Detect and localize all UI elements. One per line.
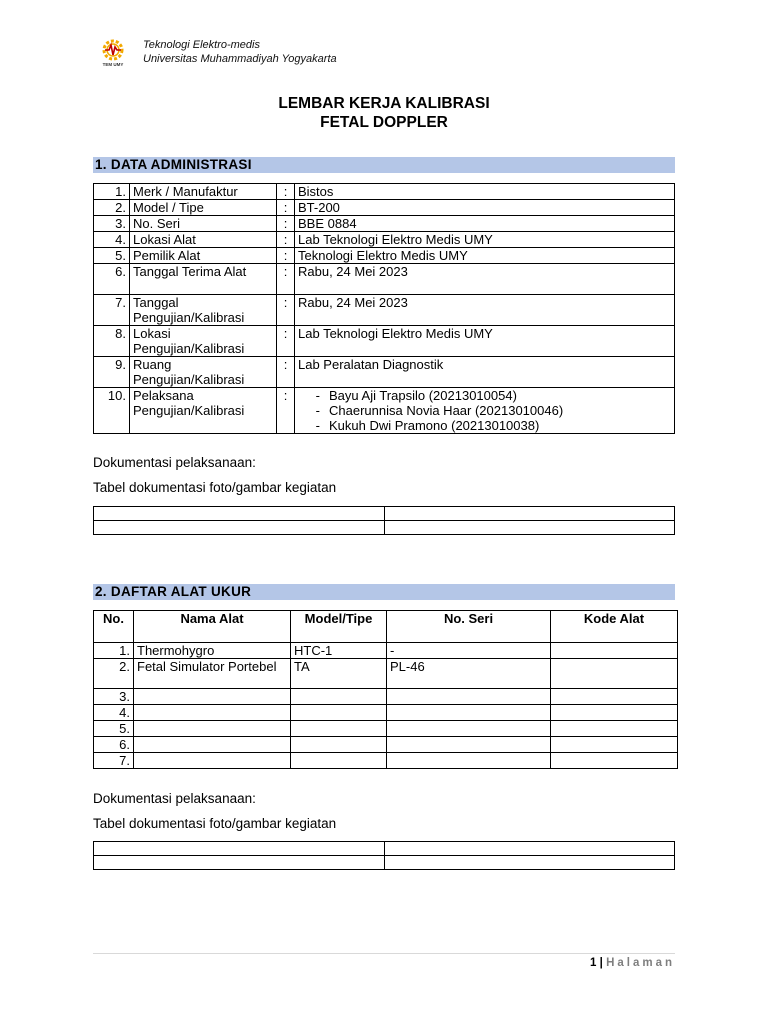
cell-model — [291, 689, 387, 705]
executor-name: Chaerunnisa Novia Haar (20213010046) — [329, 403, 564, 418]
cell-no: 4. — [94, 705, 134, 721]
col-header-nama: Nama Alat — [134, 611, 291, 643]
row-value: Bistos — [295, 184, 675, 200]
cell-model — [291, 721, 387, 737]
logo-text: TEM UMY — [102, 62, 124, 67]
table-row — [94, 248, 675, 264]
cell-no: 7. — [94, 753, 134, 769]
row-label: Lokasi Alat — [130, 232, 277, 248]
table-row — [94, 232, 675, 248]
table-row — [94, 264, 675, 295]
row-separator: : — [277, 388, 295, 434]
section1-heading: 1. DATA ADMINISTRASI — [93, 157, 675, 173]
doc-cell — [384, 856, 675, 870]
row-separator: : — [277, 248, 295, 264]
table-row — [94, 705, 678, 721]
row-value: Lab Peralatan Diagnostik — [295, 357, 675, 388]
row-separator: : — [277, 184, 295, 200]
row-separator: : — [277, 295, 295, 326]
row-label: Merk / Manufaktur — [130, 184, 277, 200]
cell-kode — [551, 643, 678, 659]
bullet-dash: - — [315, 418, 320, 433]
list-item — [298, 403, 671, 418]
cell-no: 1. — [94, 643, 134, 659]
table-row — [94, 388, 675, 434]
cell-nama — [134, 705, 291, 721]
row-label: Ruang Pengujian/Kalibrasi — [130, 357, 277, 388]
header-line2: Universitas Muhammadiyah Yogyakarta — [143, 53, 337, 65]
row-value: Teknologi Elektro Medis UMY — [295, 248, 675, 264]
cell-seri — [387, 753, 551, 769]
cell-nama: Fetal Simulator Portebel — [134, 659, 291, 689]
section2-doc-table — [93, 841, 675, 870]
table-row — [94, 216, 675, 232]
cell-seri: - — [387, 643, 551, 659]
instrument-table — [93, 610, 678, 769]
cell-model — [291, 753, 387, 769]
row-value: Lab Teknologi Elektro Medis UMY — [295, 232, 675, 248]
table-row — [94, 856, 675, 870]
table-row — [94, 507, 675, 521]
page-number: 1 — [590, 957, 597, 969]
row-label: Lokasi Pengujian/Kalibrasi — [130, 326, 277, 357]
col-header-kode: Kode Alat — [551, 611, 678, 643]
section2-doc-table-label: Tabel dokumentasi foto/gambar kegiatan — [93, 816, 337, 831]
cell-kode — [551, 705, 678, 721]
executor-list — [298, 388, 671, 433]
row-value: Rabu, 24 Mei 2023 — [295, 264, 675, 295]
cell-no: 2. — [94, 659, 134, 689]
logo-gear-icon — [98, 38, 128, 68]
cell-model: HTC-1 — [291, 643, 387, 659]
header-line1: Teknologi Elektro-medis — [143, 39, 260, 51]
cell-nama — [134, 753, 291, 769]
table-row — [94, 200, 675, 216]
cell-model: TA — [291, 659, 387, 689]
row-number: 7. — [94, 295, 130, 326]
row-label: Pelaksana Pengujian/Kalibrasi — [130, 388, 277, 434]
page-label: Halaman — [606, 957, 675, 969]
section2-doc-label: Dokumentasi pelaksanaan: — [93, 791, 256, 806]
doc-cell — [384, 521, 675, 535]
doc-cell — [94, 856, 385, 870]
row-value: Rabu, 24 Mei 2023 — [295, 295, 675, 326]
footer-separator: | — [599, 957, 603, 969]
section1-doc-table — [93, 506, 675, 535]
col-header-seri: No. Seri — [387, 611, 551, 643]
doc-cell — [384, 507, 675, 521]
cell-seri — [387, 689, 551, 705]
document-subtitle: FETAL DOPPLER — [320, 114, 448, 131]
cell-nama — [134, 721, 291, 737]
cell-model — [291, 737, 387, 753]
cell-nama — [134, 689, 291, 705]
row-number: 9. — [94, 357, 130, 388]
cell-kode — [551, 721, 678, 737]
col-header-model: Model/Tipe — [291, 611, 387, 643]
table-row — [94, 753, 678, 769]
section1-doc-label: Dokumentasi pelaksanaan: — [93, 455, 256, 470]
cell-no: 3. — [94, 689, 134, 705]
row-separator: : — [277, 216, 295, 232]
list-item — [298, 418, 671, 433]
table-row — [94, 184, 675, 200]
admin-data-table — [93, 183, 675, 434]
executor-name: Bayu Aji Trapsilo (20213010054) — [329, 388, 517, 403]
bullet-dash: - — [315, 388, 320, 403]
section2-heading: 2. DAFTAR ALAT UKUR — [93, 584, 675, 600]
cell-seri — [387, 705, 551, 721]
table-row — [94, 659, 678, 689]
cell-nama — [134, 737, 291, 753]
row-number: 4. — [94, 232, 130, 248]
cell-no: 6. — [94, 737, 134, 753]
table-row — [94, 643, 678, 659]
row-number: 3. — [94, 216, 130, 232]
row-label: Model / Tipe — [130, 200, 277, 216]
cell-kode — [551, 737, 678, 753]
list-item — [298, 388, 671, 403]
row-value: BBE 0884 — [295, 216, 675, 232]
table-row — [94, 295, 675, 326]
section1-doc-table-label: Tabel dokumentasi foto/gambar kegiatan — [93, 480, 337, 495]
cell-model — [291, 705, 387, 721]
doc-cell — [94, 521, 385, 535]
cell-kode — [551, 659, 678, 689]
table-row — [94, 326, 675, 357]
cell-seri — [387, 737, 551, 753]
row-value — [295, 388, 675, 434]
row-number: 8. — [94, 326, 130, 357]
row-label: Pemilik Alat — [130, 248, 277, 264]
cell-nama: Thermohygro — [134, 643, 291, 659]
doc-cell — [384, 842, 675, 856]
logo — [98, 38, 128, 68]
table-row — [94, 357, 675, 388]
cell-no: 5. — [94, 721, 134, 737]
cell-kode — [551, 689, 678, 705]
row-separator: : — [277, 264, 295, 295]
bullet-dash: - — [315, 403, 320, 418]
row-separator: : — [277, 232, 295, 248]
doc-cell — [94, 507, 385, 521]
col-header-no: No. — [94, 611, 134, 643]
row-number: 2. — [94, 200, 130, 216]
row-number: 6. — [94, 264, 130, 295]
row-number: 1. — [94, 184, 130, 200]
row-label: No. Seri — [130, 216, 277, 232]
row-separator: : — [277, 200, 295, 216]
footer-divider — [93, 953, 675, 954]
table-row — [94, 689, 678, 705]
executor-name: Kukuh Dwi Pramono (20213010038) — [329, 418, 540, 433]
cell-seri: PL-46 — [387, 659, 551, 689]
document-title: LEMBAR KERJA KALIBRASI — [278, 95, 490, 112]
cell-kode — [551, 753, 678, 769]
table-row — [94, 737, 678, 753]
row-label: Tanggal Pengujian/Kalibrasi — [130, 295, 277, 326]
row-number: 10. — [94, 388, 130, 434]
row-number: 5. — [94, 248, 130, 264]
row-value: Lab Teknologi Elektro Medis UMY — [295, 326, 675, 357]
page-footer — [560, 957, 675, 969]
table-row — [94, 521, 675, 535]
table-row — [94, 842, 675, 856]
row-separator: : — [277, 326, 295, 357]
table-row — [94, 721, 678, 737]
cell-seri — [387, 721, 551, 737]
doc-cell — [94, 842, 385, 856]
row-separator: : — [277, 357, 295, 388]
header-institution — [143, 38, 337, 66]
instrument-header-row — [94, 611, 678, 643]
row-value: BT-200 — [295, 200, 675, 216]
row-label: Tanggal Terima Alat — [130, 264, 277, 295]
